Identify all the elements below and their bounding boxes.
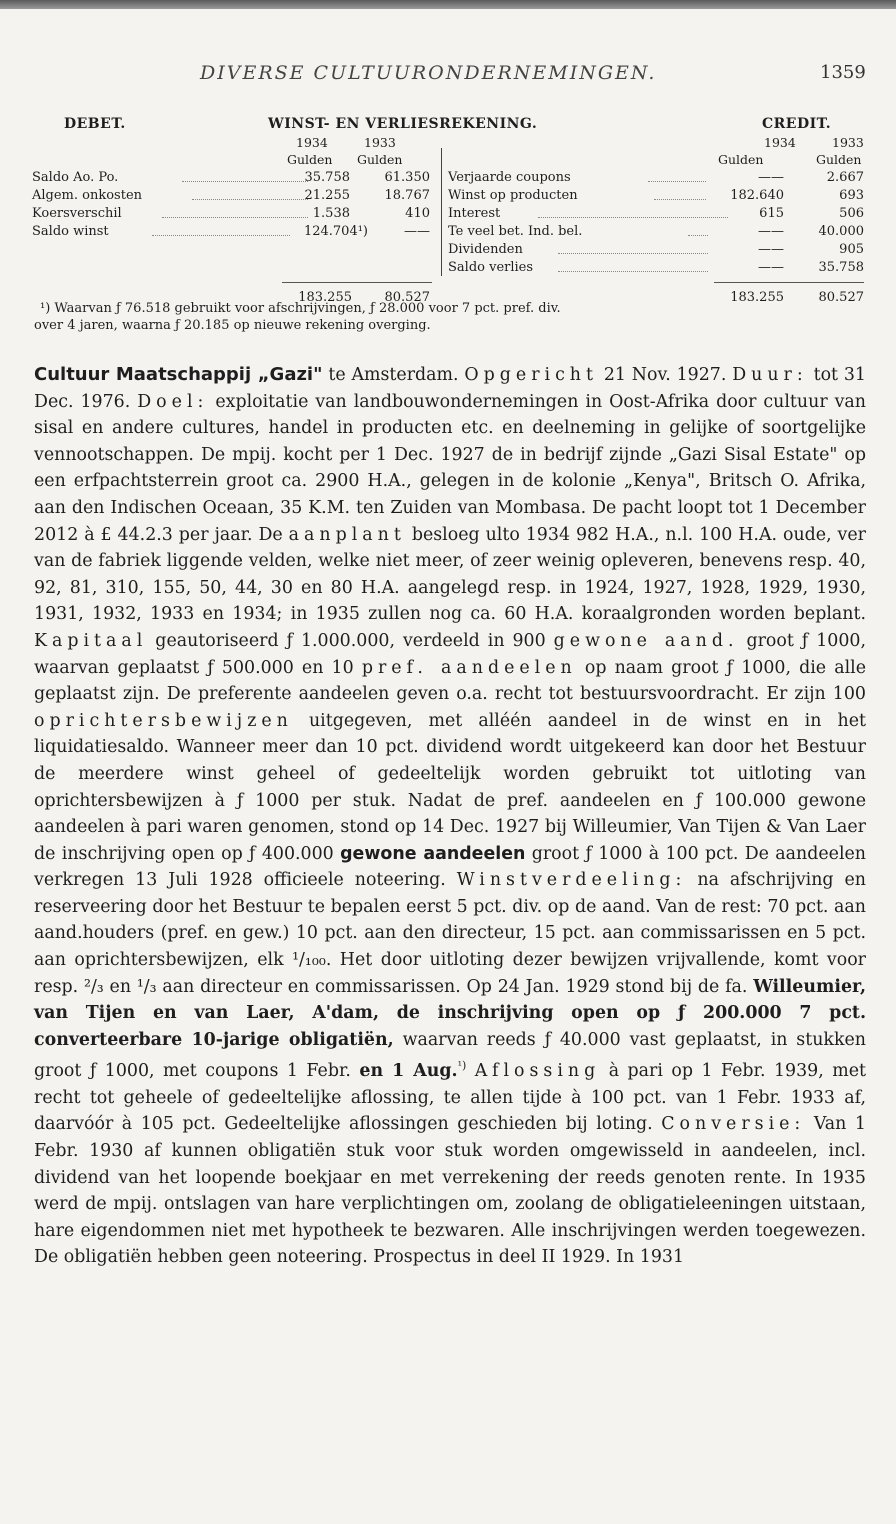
debet-total-1933: 80.527 <box>384 290 430 305</box>
keyword-bold: en 1 Aug. <box>359 1061 458 1082</box>
debet-value-1933: 410 <box>405 206 430 221</box>
account-divider <box>441 148 442 276</box>
body-text: waarvan reeds ƒ 40.000 vast geplaatst, in stukken groot ƒ 1000, met coupons 1 Febr. <box>34 1029 866 1082</box>
credit-value-1933: 35.758 <box>818 260 864 275</box>
credit-value-1934: —— <box>758 242 784 257</box>
credit-row-label: Dividenden <box>448 242 523 257</box>
company-entry <box>34 362 866 1271</box>
credit-total-1933: 80.527 <box>818 290 864 305</box>
credit-row-label: Saldo verlies <box>448 260 534 275</box>
keyword: pref. aandeelen <box>361 657 577 678</box>
leader-dots <box>558 242 708 254</box>
debet-row <box>32 170 442 188</box>
credit-year-1934: 1934 <box>764 135 796 150</box>
body-text: 21 Nov. 1927. <box>598 365 733 385</box>
keyword: Opgericht <box>464 365 598 385</box>
body-text: uitgegeven, met alléén aandeel in de winst en in het liquidatiesaldo. Wanneer meer dan 10 pct. dividend wordt uitgekeerd kan door het Bestuur de meerdere winst geheel of gedeeltelijk worden gebruikt tot uitloting van oprichtersbewijzen à ƒ 1000 per stuk. Nadat de pref. aandeelen en ƒ 100.000 gewone aandeelen à pari waren genomen, stond op 14 Dec. 1927 bij Willeumier, Van Tijen & Van Laer de inschrijving open op ƒ 400.000 <box>34 710 866 864</box>
leader-dots <box>648 170 706 182</box>
credit-row <box>448 260 868 278</box>
debet-value-1933: 18.767 <box>384 188 430 203</box>
debet-label: DEBET. <box>64 116 126 132</box>
credit-value-1933: 693 <box>839 188 864 203</box>
credit-currency-1933: Gulden <box>816 152 862 167</box>
page-number: 1359 <box>820 62 866 83</box>
debet-row <box>32 188 442 206</box>
credit-row <box>448 206 868 224</box>
credit-row-label: Verjaarde coupons <box>448 170 571 185</box>
credit-value-1934: —— <box>758 170 784 185</box>
leader-dots <box>688 224 708 236</box>
keyword: gewone aand. <box>553 630 739 651</box>
debet-value-1933: —— <box>404 224 430 239</box>
credit-value-1933: 506 <box>839 206 864 221</box>
account-title: WINST- EN VERLIESREKENING. <box>268 116 538 132</box>
keyword: aanplant <box>288 524 406 545</box>
credit-total-1934: 183.255 <box>730 290 784 305</box>
body-text: geautoriseerd ƒ 1.000.000, verdeeld in 900 <box>147 630 554 651</box>
credit-total-rule <box>714 282 864 283</box>
leader-dots <box>538 206 728 218</box>
body-text: à pari op 1 Febr. 1939, met recht tot geheele of gedeeltelijke aflossing, te allen tijde à 100 pct. van 1 Febr. 1933 af, daarvóór à 105 pct. Gedeeltelijke aflossingen geschieden bij loting. <box>34 1061 866 1135</box>
footnote <box>34 300 874 334</box>
debet-currency-1933: Gulden <box>357 152 403 167</box>
body-text: exploitatie van landbouwondernemingen in Oost-Afrika door cultuur van sisal en andere cultures, handel in producten etc. en deelneming in gelijke of soortgelijke vennootschappen. De mpij. kocht per 1 Dec. 1927 de in bedrijf zijnde „Gazi Sisal Estate" op een erfpachtsterrein groot ca. 2900 H.A., gelegen in de kolonie „Kenya", Britsch O. Afrika, aan den Indischen Oceaan, 35 K.M. ten Zuiden van Mombasa. De pacht loopt tot 1 December 2012 à £ 44.2.3 per jaar. De <box>34 391 866 545</box>
debet-row-label: Saldo Ao. Po. <box>32 170 119 185</box>
credit-value-1933: 2.667 <box>826 170 864 185</box>
debet-row-label: Saldo winst <box>32 224 109 239</box>
debet-value-1934: 21.255 <box>304 188 350 203</box>
keyword: Conversie: <box>661 1114 806 1135</box>
credit-value-1934: 182.640 <box>730 188 784 203</box>
keyword-bold: gewone aandeelen <box>340 843 526 864</box>
debet-currency-1934: Gulden <box>287 152 333 167</box>
credit-value-1933: 905 <box>839 242 864 257</box>
credit-row-label: Te veel bet. Ind. bel. <box>448 224 583 239</box>
body-text: groot ƒ 1000 à 100 pct. De aandeelen verkregen 13 Juli 1928 officieele noteering. <box>34 843 867 891</box>
body-text: te Amsterdam. <box>322 365 465 385</box>
body-text: Van 1 Febr. 1930 af kunnen obligatiën stuk voor stuk worden omgewisseld in aandeelen, incl. dividend van het loopende boekjaar en met verrekening der reeds genoten rente. In 1935 werd de mpij. ontslagen van hare verplichtingen om, zoolang de obligatieleeningen uitstaan, hare eigendommen niet met hypotheek te bezwaren. Alle inschrijvingen werden toegewezen. De obligatiën hebben geen noteering. Prospectus in deel II 1929. In 1931 <box>34 1114 866 1268</box>
credit-row-label: Winst op producten <box>448 188 578 203</box>
body-text: op naam groot ƒ 1000, die alle geplaatst zijn. De preferente aandeelen geven o.a. recht tot bestuursvoordracht. Er zijn 100 <box>34 657 866 705</box>
body-text: tot 31 Dec. 1976. <box>34 365 866 412</box>
credit-value-1934: —— <box>758 224 784 239</box>
running-head <box>0 62 896 86</box>
credit-value-1933: 40.000 <box>818 224 864 239</box>
debet-total-rule <box>282 282 432 283</box>
keyword-bold: Willeumier, van Tijen en van Laer, A'dam, de inschrijving open op ƒ 200.000 7 pct. converteerbare 10-jarige obligatiën, <box>34 976 866 1050</box>
footnote-line: over 4 jaren, waarna ƒ 20.185 op nieuwe rekening overging. <box>34 318 431 333</box>
debet-value-1934: 1.538 <box>312 206 350 221</box>
credit-value-1934: —— <box>758 260 784 275</box>
debet-total-1934: 183.255 <box>298 290 352 305</box>
credit-row <box>448 242 868 260</box>
debet-row <box>32 224 442 242</box>
footnote-marker: ¹) <box>457 1059 467 1073</box>
credit-value-1934: 615 <box>759 206 784 221</box>
keyword: Winstverdeeling: <box>456 870 687 891</box>
footnote-line: ¹) Waarvan ƒ 76.518 gebruikt voor afschrijvingen, ƒ 28.000 voor 7 pct. pref. div. <box>40 301 561 316</box>
credit-row-label: Interest <box>448 206 501 221</box>
debet-value-1934: 124.704¹) <box>303 224 368 239</box>
credit-currency-1934: Gulden <box>718 152 764 167</box>
body-text: besloeg ulto 1934 982 H.A., n.l. 100 H.A. oude, ver van de fabriek liggende velden, welke niet meer, of zeer weinig opleveren, benevens resp. 40, 92, 81, 310, 155, 50, 44, 30 en 80 H.A. aangelegd resp. in 1924, 1927, 1928, 1929, 1930, 1931, 1932, 1933 en 1934; in 1935 zullen nog ca. 60 H.A. koraalgronden worden beplant. <box>34 524 866 625</box>
body-text: na afschrijving en reserveering door het Bestuur te bepalen eerst 5 pct. div. op de aand. Van de rest: 70 pct. aan aand.houders (pref. en gew.) 10 pct. aan den directeur, 15 pct. aan commissarissen en 5 pct. aan oprichtersbewijzen, elk ¹/₁₀₀. Het door uitloting dezer bewijzen vrijvallende, komt voor resp. ²/₃ en ¹/₃ aan directeur en commissarissen. Op 24 Jan. 1929 stond bij de fa. <box>34 870 866 997</box>
running-title: DIVERSE CULTUURONDERNEMINGEN. <box>200 62 657 84</box>
credit-row <box>448 170 868 188</box>
scan-top-edge <box>0 0 896 9</box>
company-name: Cultuur Maatschappij „Gazi" <box>34 364 323 385</box>
leader-dots <box>654 188 706 200</box>
body-text <box>466 1061 474 1081</box>
keyword: Aflossing <box>474 1061 601 1082</box>
debet-value-1934: 35.758 <box>304 170 350 185</box>
credit-year-1933: 1933 <box>832 135 864 150</box>
keyword: Duur: <box>732 365 808 385</box>
credit-label: CREDIT. <box>762 116 832 132</box>
keyword: Doel: <box>137 391 209 412</box>
debet-row <box>32 206 442 224</box>
credit-row <box>448 188 868 206</box>
keyword: Kapitaal <box>34 630 148 651</box>
debet-row-label: Algem. onkosten <box>32 188 143 203</box>
keyword: oprichtersbewijzen <box>34 710 293 731</box>
body-text: groot ƒ 1000, waarvan geplaatst ƒ 500.000 en 10 <box>34 630 866 678</box>
debet-year-1934: 1934 <box>296 135 328 150</box>
credit-row <box>448 224 868 242</box>
debet-year-1933: 1933 <box>364 135 396 150</box>
leader-dots <box>152 224 290 236</box>
leader-dots <box>558 260 708 272</box>
debet-row-label: Koersverschil <box>32 206 122 221</box>
debet-value-1933: 61.350 <box>384 170 430 185</box>
